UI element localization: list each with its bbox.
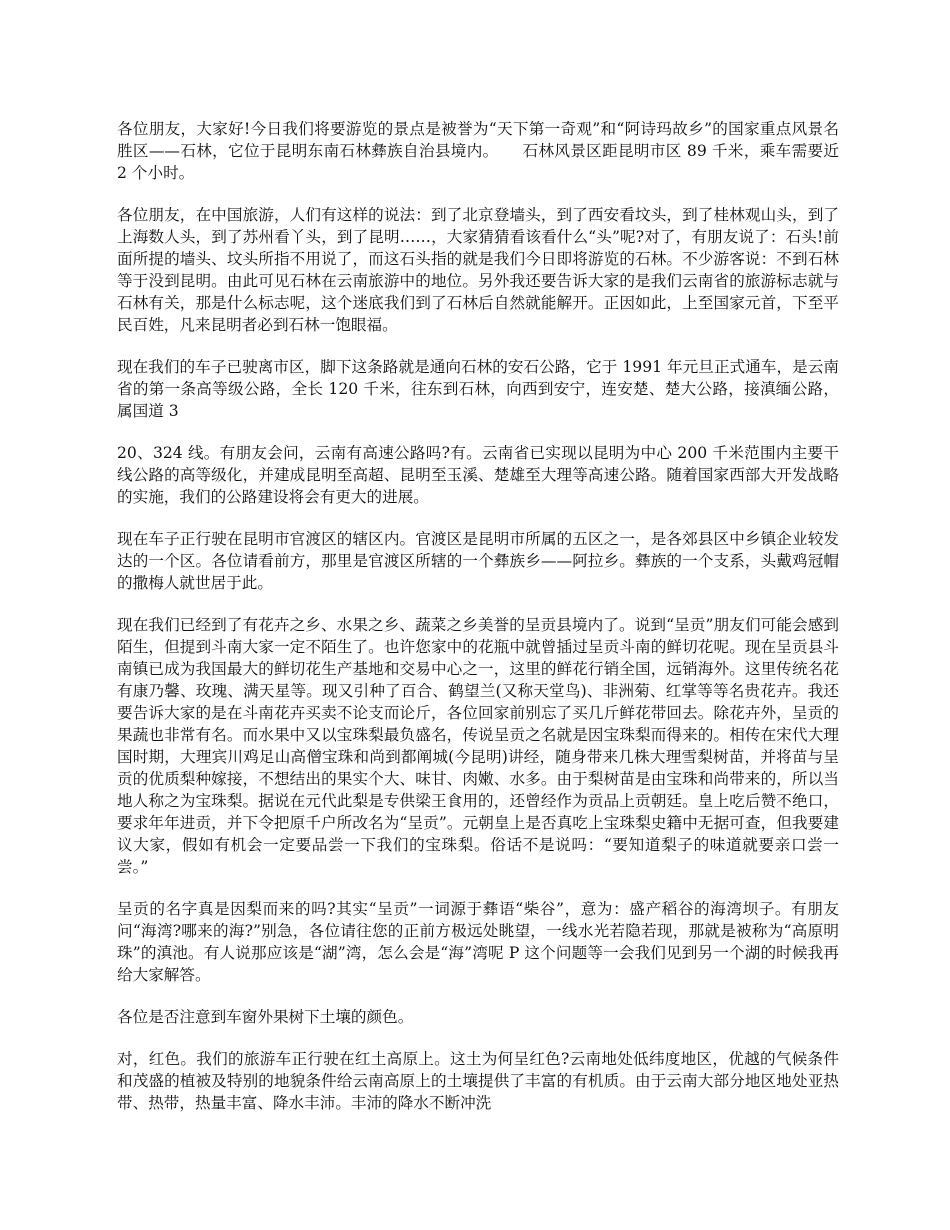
paragraph-8: 各位是否注意到车窗外果树下土壤的颜色。 xyxy=(117,1008,414,1026)
paragraph-2: 各位朋友，在中国旅游，人们有这样的说法：到了北京登墙头，到了西安看坟头，到了桂林观山头，到了上海数人头，到了苏州看丫头，到了昆明……，大家猜猜看该看什么“头”呢?对了，有朋友说了：石头!前面所提的墙头、坟头所指不用说了，而这石头指的就是我们今日即将游览的石林。不少游客说：不到石林等于没到昆明。由此可见石林在云南旅游中的地位。另外我还要告诉大家的是我们云南省的旅游标志就与石林有关，那是什么标志呢，这个迷底我们到了石林后自然就能解开。正因如此，上至国家元首，下至平民百姓，凡来昆明者必到石林一饱眼福。 xyxy=(117,206,839,334)
paragraph-3: 现在我们的车子已驶离市区，脚下这条路就是通向石林的安石公路，它于 1991 年元旦正式通车，是云南省的第一条高等级公路，全长 120 千米，往东到石林，向西到安宁，连安楚、楚大公路，接滇缅公路，属国道 3 xyxy=(117,358,839,420)
document-body xyxy=(117,118,839,1134)
paragraph-1: 各位朋友，大家好!今日我们将要游览的景点是被誉为“天下第一奇观”和“阿诗玛故乡”的国家重点风景名胜区——石林，它位于昆明东南石林彝族自治县境内。 石林风景区距昆明市区 89 千米，乘车需要近 2 个小时。 xyxy=(117,120,839,182)
paragraph-9: 对，红色。我们的旅游车正行驶在红土高原上。这土为何呈红色?云南地处低纬度地区，优越的气候条件和茂盛的植被及特别的地貌条件给云南高原上的土壤提供了丰富的有机质。由于云南大部分地区地处亚热带、热带，热量丰富、降水丰沛。丰沛的降水不断冲洗 xyxy=(117,1050,839,1112)
paragraph-4: 20、324 线。有朋友会问，云南有高速公路吗?有。云南省已实现以昆明为中心 200 千米范围内主要干线公路的高等级化，并建成昆明至高超、昆明至玉溪、楚雄至大理等高速公路。随着国家西部大开发战略的实施，我们的公路建设将会有更大的进展。 xyxy=(117,444,839,506)
paragraph-7: 呈贡的名字真是因梨而来的吗?其实“呈贡”一词源于彝语“柴谷”，意为：盛产稻谷的海湾坝子。有朋友问“海湾?哪来的海?”别急，各位请往您的正前方极远处眺望，一线水光若隐若现，那就是被称为“高原明珠”的滇池。有人说那应该是“湖”湾，怎么会是“海”湾呢 P 这个问题等一会我们见到另一个湖的时候我再给大家解答。 xyxy=(117,900,839,984)
paragraph-6: 现在我们已经到了有花卉之乡、水果之乡、蔬菜之乡美誉的呈贡县境内了。说到“呈贡”朋友们可能会感到陌生，但提到斗南大家一定不陌生了。也许您家中的花瓶中就曾插过呈贡斗南的鲜切花呢。现在呈贡县斗南镇已成为我国最大的鲜切花生产基地和交易中心之一，这里的鲜花行销全国，远销海外。这里传统名花有康乃馨、玫瑰、满天星等。现又引种了百合、鹤望兰(又称天堂鸟)、非洲菊、红掌等等名贵花卉。我还要告诉大家的是在斗南花卉买卖不论支而论斤，各位回家前别忘了买几斤鲜花带回去。除花卉外，呈贡的果蔬也非常有名。而水果中又以宝珠梨最负盛名，传说呈贡之名就是因宝珠梨而得来的。相传在宋代大理国时期，大理宾川鸡足山高僧宝珠和尚到都阐城(今昆明)讲经，随身带来几株大理雪梨树苗，并将苗与呈贡的优质梨种嫁接，不想结出的果实个大、味甘、肉嫩、水多。由于梨树苗是由宝珠和尚带来的，所以当地人称之为宝珠梨。据说在元代此梨是专供梁王食用的，还曾经作为贡品上贡朝廷。皇上吃后赞不绝口，要求年年进贡，并下令把原千户所改名为“呈贡”。元朝皇上是否真吃上宝珠梨史籍中无据可查，但我要建议大家，假如有机会一定要品尝一下我们的宝珠梨。俗话不是说吗：“要知道梨子的味道就要亲口尝一尝。” xyxy=(117,616,839,876)
paragraph-5: 现在车子正行驶在昆明市官渡区的辖区内。官渡区是昆明市所属的五区之一，是各郊县区中乡镇企业较发达的一个区。各位请看前方，那里是官渡区所辖的一个彝族乡——阿拉乡。彝族的一个支系，头戴鸡冠帽的撒梅人就世居于此。 xyxy=(117,530,839,592)
